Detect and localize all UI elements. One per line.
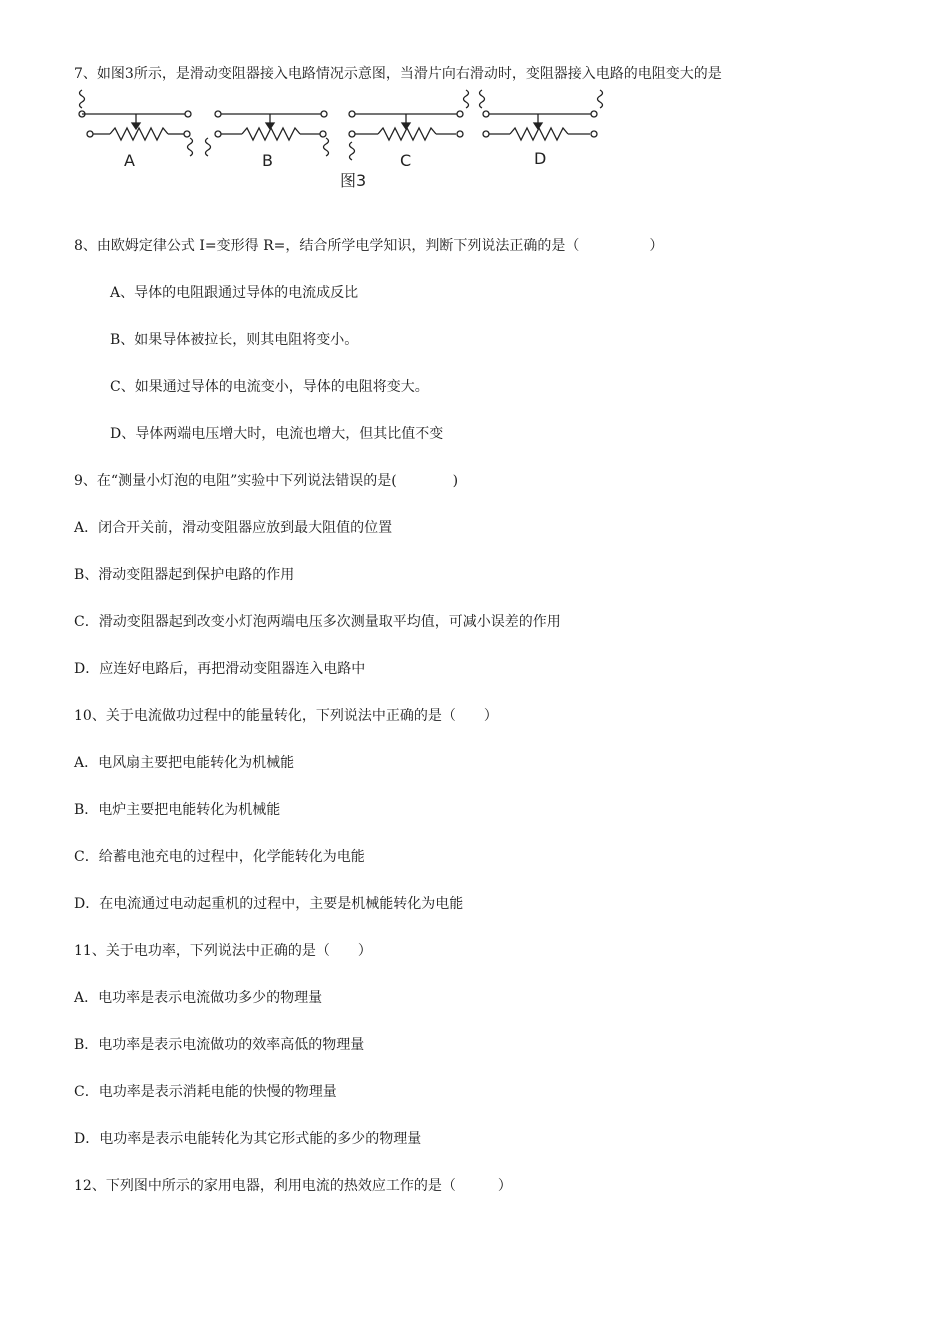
question-8-stem: 8、由欧姆定律公式 I=变形得 R=，结合所学电学知识，判断下列说法正确的是（ ） bbox=[74, 238, 664, 254]
question-11-option-d: D．电功率是表示电能转化为其它形式能的多少的物理量 bbox=[74, 1131, 422, 1147]
question-11-option-b: B．电功率是表示电流做功的效率高低的物理量 bbox=[74, 1037, 365, 1053]
question-10-option-b: B．电炉主要把电能转化为机械能 bbox=[74, 802, 281, 818]
question-9-option-b: B、滑动变阻器起到保护电路的作用 bbox=[74, 567, 295, 583]
figure-caption: 图3 bbox=[340, 171, 367, 190]
question-8-option-d: D、导体两端电压增大时，电流也增大，但其比值不变 bbox=[110, 426, 444, 442]
question-8-option-b: B、如果导体被拉长，则其电阻将变小。 bbox=[110, 332, 359, 348]
question-8-option-c: C、如果通过导体的电流变小，导体的电阻将变大。 bbox=[110, 379, 429, 395]
question-8-option-a: A、导体的电阻跟通过导体的电流成反比 bbox=[110, 285, 359, 301]
rheostat-diagram-b bbox=[206, 111, 329, 156]
question-9-option-d: D．应连好电路后，再把滑动变阻器连入电路中 bbox=[74, 661, 366, 677]
question-11-option-a: A．电功率是表示电流做功多少的物理量 bbox=[74, 990, 323, 1006]
question-11-stem: 11、关于电功率，下列说法中正确的是（ ） bbox=[74, 943, 372, 959]
rheostat-diagram-c bbox=[349, 90, 469, 160]
figure-label-a: A bbox=[124, 151, 135, 170]
figure-label-d: D bbox=[534, 149, 547, 168]
question-7-stem: 7、如图3所示，是滑动变阻器接入电路情况示意图，当滑片向右滑动时，变阻器接入电路的电阻变大的是 bbox=[74, 66, 722, 82]
question-11-option-c: C．电功率是表示消耗电能的快慢的物理量 bbox=[74, 1084, 337, 1100]
figure-label-c: C bbox=[400, 151, 412, 170]
rheostat-diagram-a bbox=[79, 90, 193, 156]
rheostat-diagrams-svg bbox=[76, 88, 616, 194]
question-9-stem: 9、在“测量小灯泡的电阻”实验中下列说法错误的是( ) bbox=[74, 473, 459, 489]
question-9-option-a: A．闭合开关前，滑动变阻器应放到最大阻值的位置 bbox=[74, 520, 393, 536]
question-9-option-c: C．滑动变阻器起到改变小灯泡两端电压多次测量取平均值，可减小误差的作用 bbox=[74, 614, 561, 630]
question-10-option-d: D．在电流通过电动起重机的过程中，主要是机械能转化为电能 bbox=[74, 896, 464, 912]
question-10-option-c: C．给蓄电池充电的过程中，化学能转化为电能 bbox=[74, 849, 365, 865]
figure-label-b: B bbox=[262, 151, 273, 170]
question-12-stem: 12、下列图中所示的家用电器，利用电流的热效应工作的是（ ） bbox=[74, 1178, 512, 1194]
rheostat-diagram-d bbox=[480, 90, 603, 140]
question-10-option-a: A．电风扇主要把电能转化为机械能 bbox=[74, 755, 295, 771]
question-10-stem: 10、关于电流做功过程中的能量转化，下列说法中正确的是（ ） bbox=[74, 708, 498, 724]
figure-3-rheostat-diagrams bbox=[76, 88, 616, 194]
